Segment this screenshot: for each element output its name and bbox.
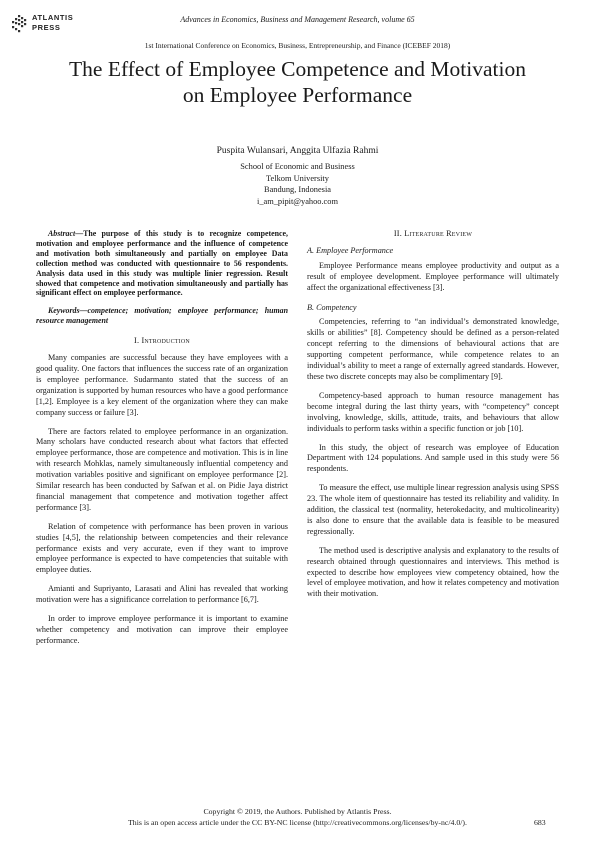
literature-paragraph-1: Employee Performance means employee productivity and output as a result of employee development. Employee performance will ultimately affect the organizational effectiveness [3]. [307,260,559,292]
literature-paragraph-6: The method used is descriptive analysis and explanatory to the results of research obtained through questionnaires and interviews. This method is expected to describe how employees view competency obtained, how the level of employee motivation, and how it relates competency and motivation with their motivation. [307,545,559,599]
affiliation-line-2: Telkom University [266,173,329,183]
author-email: i_am_pipit@yahoo.com [257,196,338,206]
section-heading-literature-review: II. Literature Review [393,229,473,238]
right-column [307,229,559,600]
subsection-heading-employee-performance: A. Employee Performance [307,245,394,255]
section-heading-introduction: I. Introduction [134,336,190,346]
intro-paragraph-2: There are factors related to employee performance in an organization. Many scholars have conducted research about what factors that effected employee performance, those are competence and motivation. This is in line with research Mohklas, namely simultaneously influential competency and motivation variables positive and significant on employee performance [2]. Similar research has been conducted by Safwan et al. on Pidie Jaya district financial management that competence and motivation together affect performance [3]. [36,426,288,512]
logo-line-1: ATLANTIS [32,13,74,22]
logo-line-2: PRESS [32,23,61,32]
literature-paragraph-5: To measure the effect, use multiple linear regression analysis using SPSS 23. The whole item of questionnaire has tested its reliability and validity. In addition, the classical test (normality, heterokedacity, and multicolinearity) is also done to ensure that the available data is feasible to be measured regressionally. [307,483,559,536]
license-notice: This is an open access article under the CC BY-NC license (http://creativecommons.org/licenses/by-nc/4.0/). [128,818,467,827]
title-line-1: The Effect of Employee Competence and Motivation [69,57,526,81]
abstract-lead: Abstract [48,229,76,238]
affiliation [0,161,595,207]
conference-header: 1st International Conference on Economics, Business, Entrepreneurship, and Finance (ICEBEF 2018) [144,41,451,50]
affiliation-line-3: Bandung, Indonesia [264,185,331,194]
literature-paragraph-3: Competency-based approach to human resource management has become integral during the last thirty years, with “competency” concept involving, knowledge, skills, attitude, traits, and behaviours that allow individuals to perform tasks within a specific function or job [10]. [307,390,559,433]
author-list: Puspita Wulansari, Anggita Ulfazia Rahmi [216,146,379,156]
keywords: Keywords—competence; motivation; employee performance; human resource management [36,306,288,326]
left-column [36,229,288,647]
title-line-2: on Employee Performance [182,83,413,107]
literature-paragraph-4: In this study, the object of research was employee of Education Department with 124 populations. And sample used in this study were 56 respondents. [307,442,559,474]
subsection-heading-competency: B. Competency [307,302,357,312]
intro-paragraph-5: In order to improve employee performance it is important to examine whether competency and motivation can improve their employee performance. [36,614,288,645]
abstract-text: —The purpose of this study is to recognize competence, motivation and employee performance and the influence of competence and motivation both simultaneously and partially on employee Data collection method was conducted with questionnaire to 56 respondents. Analysis data used in this study was multiple linier regression. Result showed that competence and motivation simultaneously and partially has significant effect on employee performance. [36,229,288,298]
abstract [36,229,288,298]
page-number: 683 [534,818,546,827]
literature-paragraph-2: Competencies, referring to “an individual’s demonstrated knowledge, skills or abilities” [8]. Competency should be defined as a person-related concept referring to the dimensions of behavioural actions that are supporting competent performance, while competence relates to an individual’s ability to meet a range of externally agreed standards. However, these two discrete concepts may also be complimentary [9]. [307,317,559,381]
intro-paragraph-3: Relation of competence with performance has been proven in various studies [4,5], the relationship between competencies and their relevance performance exists and very accurate, even if they want to improve employee performance is expected to have competencies that suitable with employee duties. [36,521,288,575]
paper-title [20,56,575,108]
copyright-notice: Copyright © 2019, the Authors. Published by Atlantis Press. [203,807,392,816]
affiliation-line-1: School of Economic and Business [240,162,355,171]
intro-paragraph-4: Amianti and Supriyanto, Larasati and Alini has revealed that working motivation were has a significance correlation to performance [6,7]. [36,584,288,605]
intro-paragraph-1: Many companies are successful because they have employees with a good quality. One factors that influences the success rate of an organization is employee performance. Sudarmanto stated that the success of an organization is supported by human resources who have a good performance [1,2]. Employee is a key element of the organization where they can make company success or failure [3]. [36,353,288,417]
journal-header: Advances in Economics, Business and Management Research, volume 65 [180,15,415,24]
